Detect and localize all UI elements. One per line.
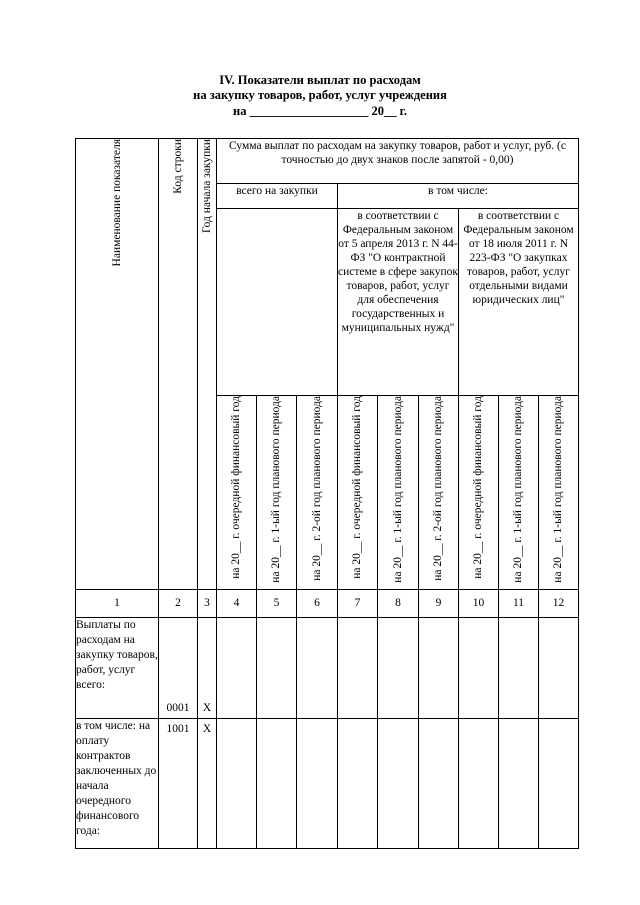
column-number: 11 [499, 589, 539, 617]
period-header: на 20__ г. очередной финансовый год [217, 396, 257, 590]
column-number: 12 [539, 589, 579, 617]
column-number: 9 [419, 589, 459, 617]
value-cell[interactable] [217, 718, 257, 848]
value-cell[interactable] [539, 617, 579, 718]
column-number: 5 [257, 589, 297, 617]
section-subtitle: на закупку товаров, работ, услуг учреждения [193, 88, 447, 102]
column-number: 10 [459, 589, 499, 617]
header-name: Наименование показателя [76, 139, 159, 590]
table-row [76, 718, 579, 848]
value-cell[interactable] [378, 718, 419, 848]
column-number-row [76, 589, 579, 617]
value-cell[interactable] [257, 617, 297, 718]
row-name: в том числе: на оплату контрактов заключенных до начала очередного финансового года: [76, 718, 159, 848]
value-cell[interactable] [539, 718, 579, 848]
value-cell[interactable] [459, 617, 499, 718]
row-code: 0001 [159, 617, 198, 718]
value-cell[interactable] [217, 617, 257, 718]
table-row [76, 617, 579, 718]
row-start-year: X [198, 617, 217, 718]
column-number: 1 [76, 589, 159, 617]
header-start-year: Год начала закупки [198, 139, 217, 590]
period-header: на 20__ г. 1-ый год планового периода [378, 396, 419, 590]
period-header: на 20__ г. 2-ой год планового периода [297, 396, 338, 590]
row-code: 1001 [159, 718, 198, 848]
period-header: на 20__ г. 2-ой год планового периода [419, 396, 459, 590]
header-law-44: в соответствии с Федеральным законом от 5 апреля 2013 г. N 44-ФЗ "О контрактной системе в сфере закупок товаров, работ, услуг для обеспечения государственных и муниципальных нужд" [338, 209, 459, 396]
column-number: 4 [217, 589, 257, 617]
payments-table [75, 138, 579, 849]
value-cell[interactable] [419, 718, 459, 848]
column-number: 6 [297, 589, 338, 617]
section-date-line: на ___________________ 20__ г. [233, 104, 407, 118]
header-total-purchases: всего на закупки [217, 184, 338, 209]
period-header: на 20__ г. 1-ый год планового периода [539, 396, 579, 590]
value-cell[interactable] [378, 617, 419, 718]
value-cell[interactable] [297, 617, 338, 718]
period-header: на 20__ г. очередной финансовый год [338, 396, 378, 590]
value-cell[interactable] [338, 718, 378, 848]
column-number: 8 [378, 589, 419, 617]
header-law-223: в соответствии с Федеральным законом от 18 июля 2011 г. N 223-ФЗ "О закупках товаров, работ, услуг отдельными видами юридических лиц" [459, 209, 579, 396]
value-cell[interactable] [297, 718, 338, 848]
period-header: на 20__ г. очередной финансовый год [459, 396, 499, 590]
row-start-year: X [198, 718, 217, 848]
value-cell[interactable] [338, 617, 378, 718]
column-number: 2 [159, 589, 198, 617]
value-cell[interactable] [419, 617, 459, 718]
section-title: IV. Показатели выплат по расходам [219, 73, 421, 87]
value-cell[interactable] [499, 617, 539, 718]
header-sum: Сумма выплат по расходам на закупку товаров, работ и услуг, руб. (с точностью до двух знаков после запятой - 0,00) [217, 139, 579, 184]
column-number: 7 [338, 589, 378, 617]
period-header: на 20__ г. 1-ый год планового периода [257, 396, 297, 590]
column-number: 3 [198, 589, 217, 617]
value-cell[interactable] [499, 718, 539, 848]
period-header: на 20__ г. 1-ый год планового периода [499, 396, 539, 590]
header-code: Код строки [159, 139, 198, 590]
row-name: Выплаты по расходам на закупку товаров, работ, услуг всего: [76, 617, 159, 718]
value-cell[interactable] [257, 718, 297, 848]
value-cell[interactable] [459, 718, 499, 848]
header-including: в том числе: [338, 184, 579, 209]
header-total-empty [217, 209, 338, 396]
